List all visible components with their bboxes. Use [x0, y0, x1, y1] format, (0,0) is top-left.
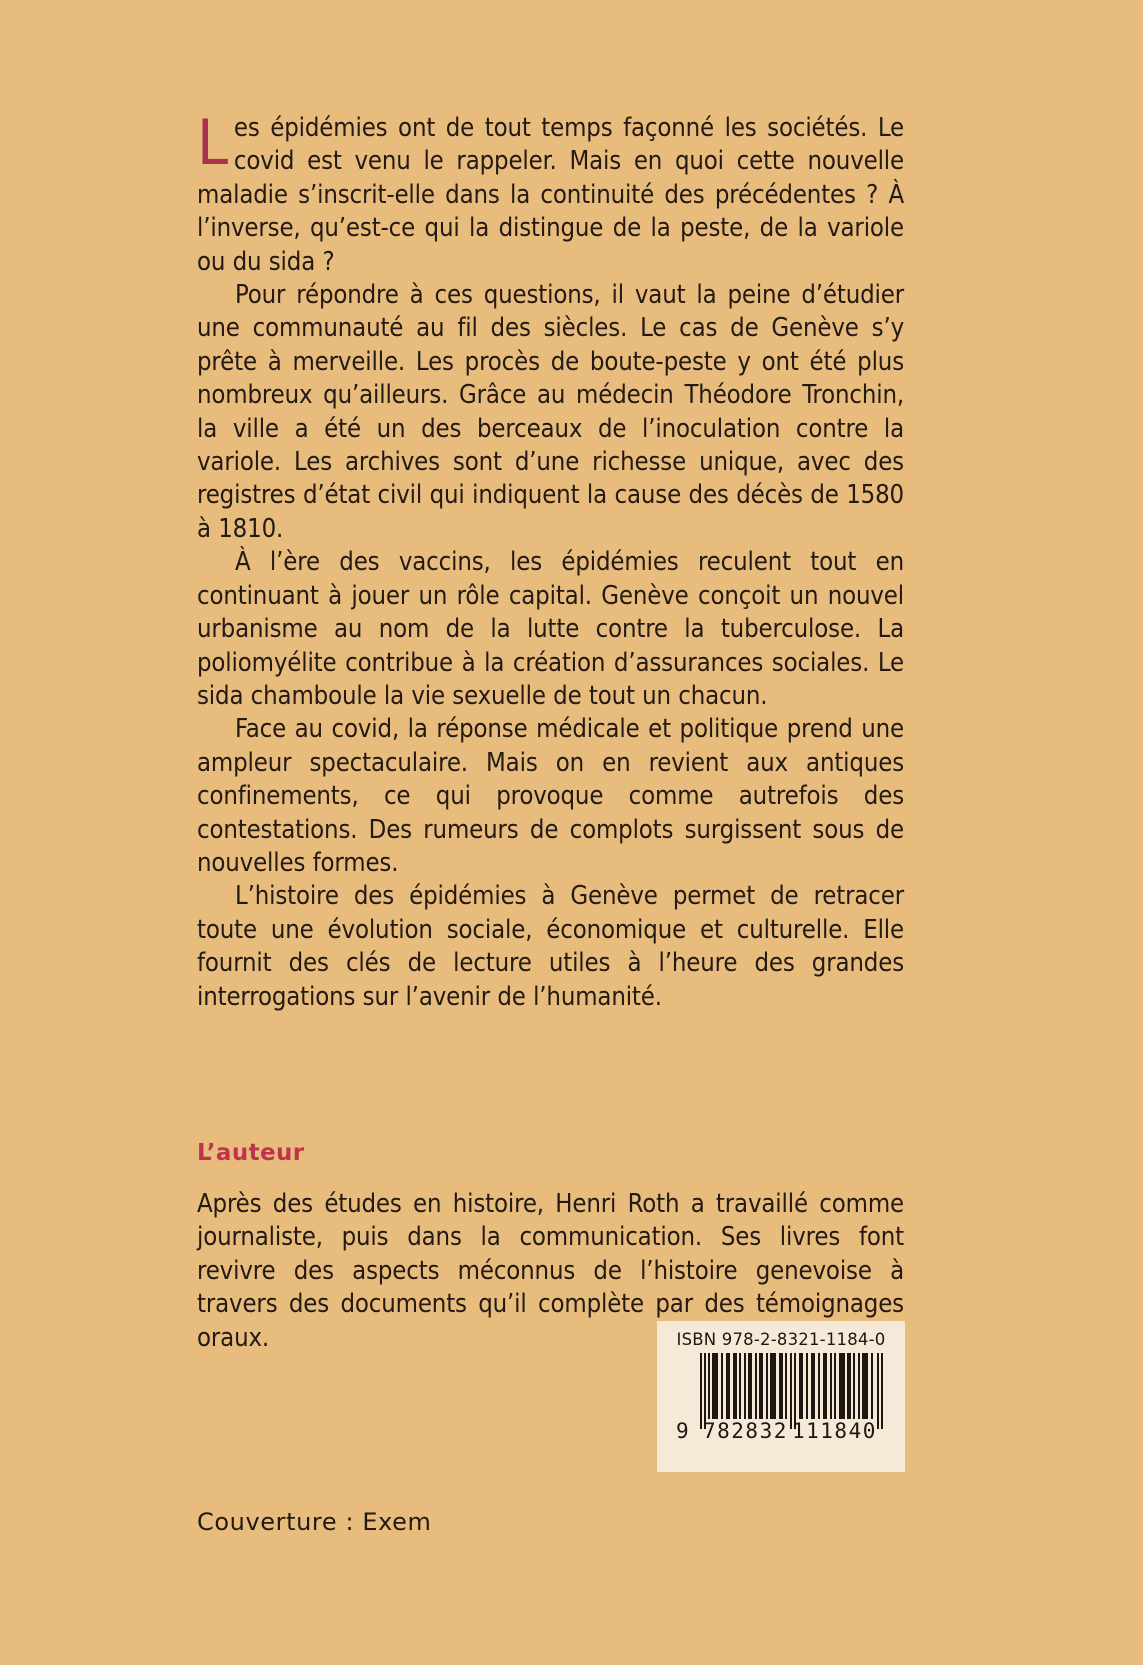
- cover-credit: Couverture : Exem: [197, 1508, 432, 1536]
- blurb-paragraph-4: Face au covid, la réponse médicale et politique prend une ampleur spectaculaire. Mais on en revient aux antiques confinements, ce qui provoque comme autrefois des contestations. Des rumeurs de complots surgissent sous de nouvelles formes.: [197, 714, 904, 878]
- author-biography: Après des études en histoire, Henri Roth a travaillé comme journaliste, puis dans la communication. Ses livres font revivre des aspects méconnus de l’histoire genevoise à travers des documents qu’il complète par des témoignages oraux.: [197, 1189, 904, 1353]
- blurb-paragraph-5: L’histoire des épidémies à Genève permet de retracer toute une évolution sociale, économique et culturelle. Elle fournit des clés de lecture utiles à l’heure des grandes interrogations sur l’avenir de l’humanité.: [197, 881, 904, 1012]
- isbn-label-and-number: ISBN 978-2-8321-1184-0: [676, 1330, 886, 1349]
- blurb-paragraph-1-text: es épidémies ont de tout temps façonné les sociétés. Le covid est venu le rappeler. Mais en quoi cette nouvelle maladie s’inscrit-elle dans la continuité des précédentes ? À l’inverse, qu’est-ce qui la distingue de la peste, de la variole ou du sida ?: [197, 113, 904, 277]
- blurb-paragraph-3: À l’ère des vaccins, les épidémies reculent tout en continuant à jouer un rôle capital. Genève conçoit un nouvel urbanisme au nom de la lutte contre la tuberculose. La poliomyélite contribue à la création d’assurances sociales. Le sida chamboule la vie sexuelle de tout un chacun.: [197, 547, 904, 711]
- ean-lead-digit: 9: [676, 1419, 689, 1443]
- ean-left-group: 782832: [703, 1419, 788, 1443]
- author-heading: L’auteur: [197, 1140, 305, 1166]
- ean-right-group: 111840: [792, 1419, 877, 1443]
- barcode-bars-icon: [674, 1353, 888, 1429]
- drop-cap-letter: L: [197, 106, 228, 179]
- blurb-paragraph-1: [197, 106, 904, 279]
- blurb-paragraph-2: Pour répondre à ces questions, il vaut la peine d’étudier une communauté au fil des siècles. Le cas de Genève s’y prête à merveille. Les procès de boute-peste y ont été plus nombreux qu’ailleurs. Grâce au médecin Théodore Tronchin, la ville a été un des berceaux de l’inoculation contre la variole. Les archives sont d’une richesse unique, avec des registres d’état civil qui indiquent la cause des décès de 1580 à 1810.: [197, 280, 904, 544]
- isbn-barcode-block: [657, 1321, 905, 1472]
- blurb-text-block: [197, 106, 904, 1014]
- ean13-digits: [674, 1419, 888, 1445]
- ean13-barcode: [674, 1353, 888, 1465]
